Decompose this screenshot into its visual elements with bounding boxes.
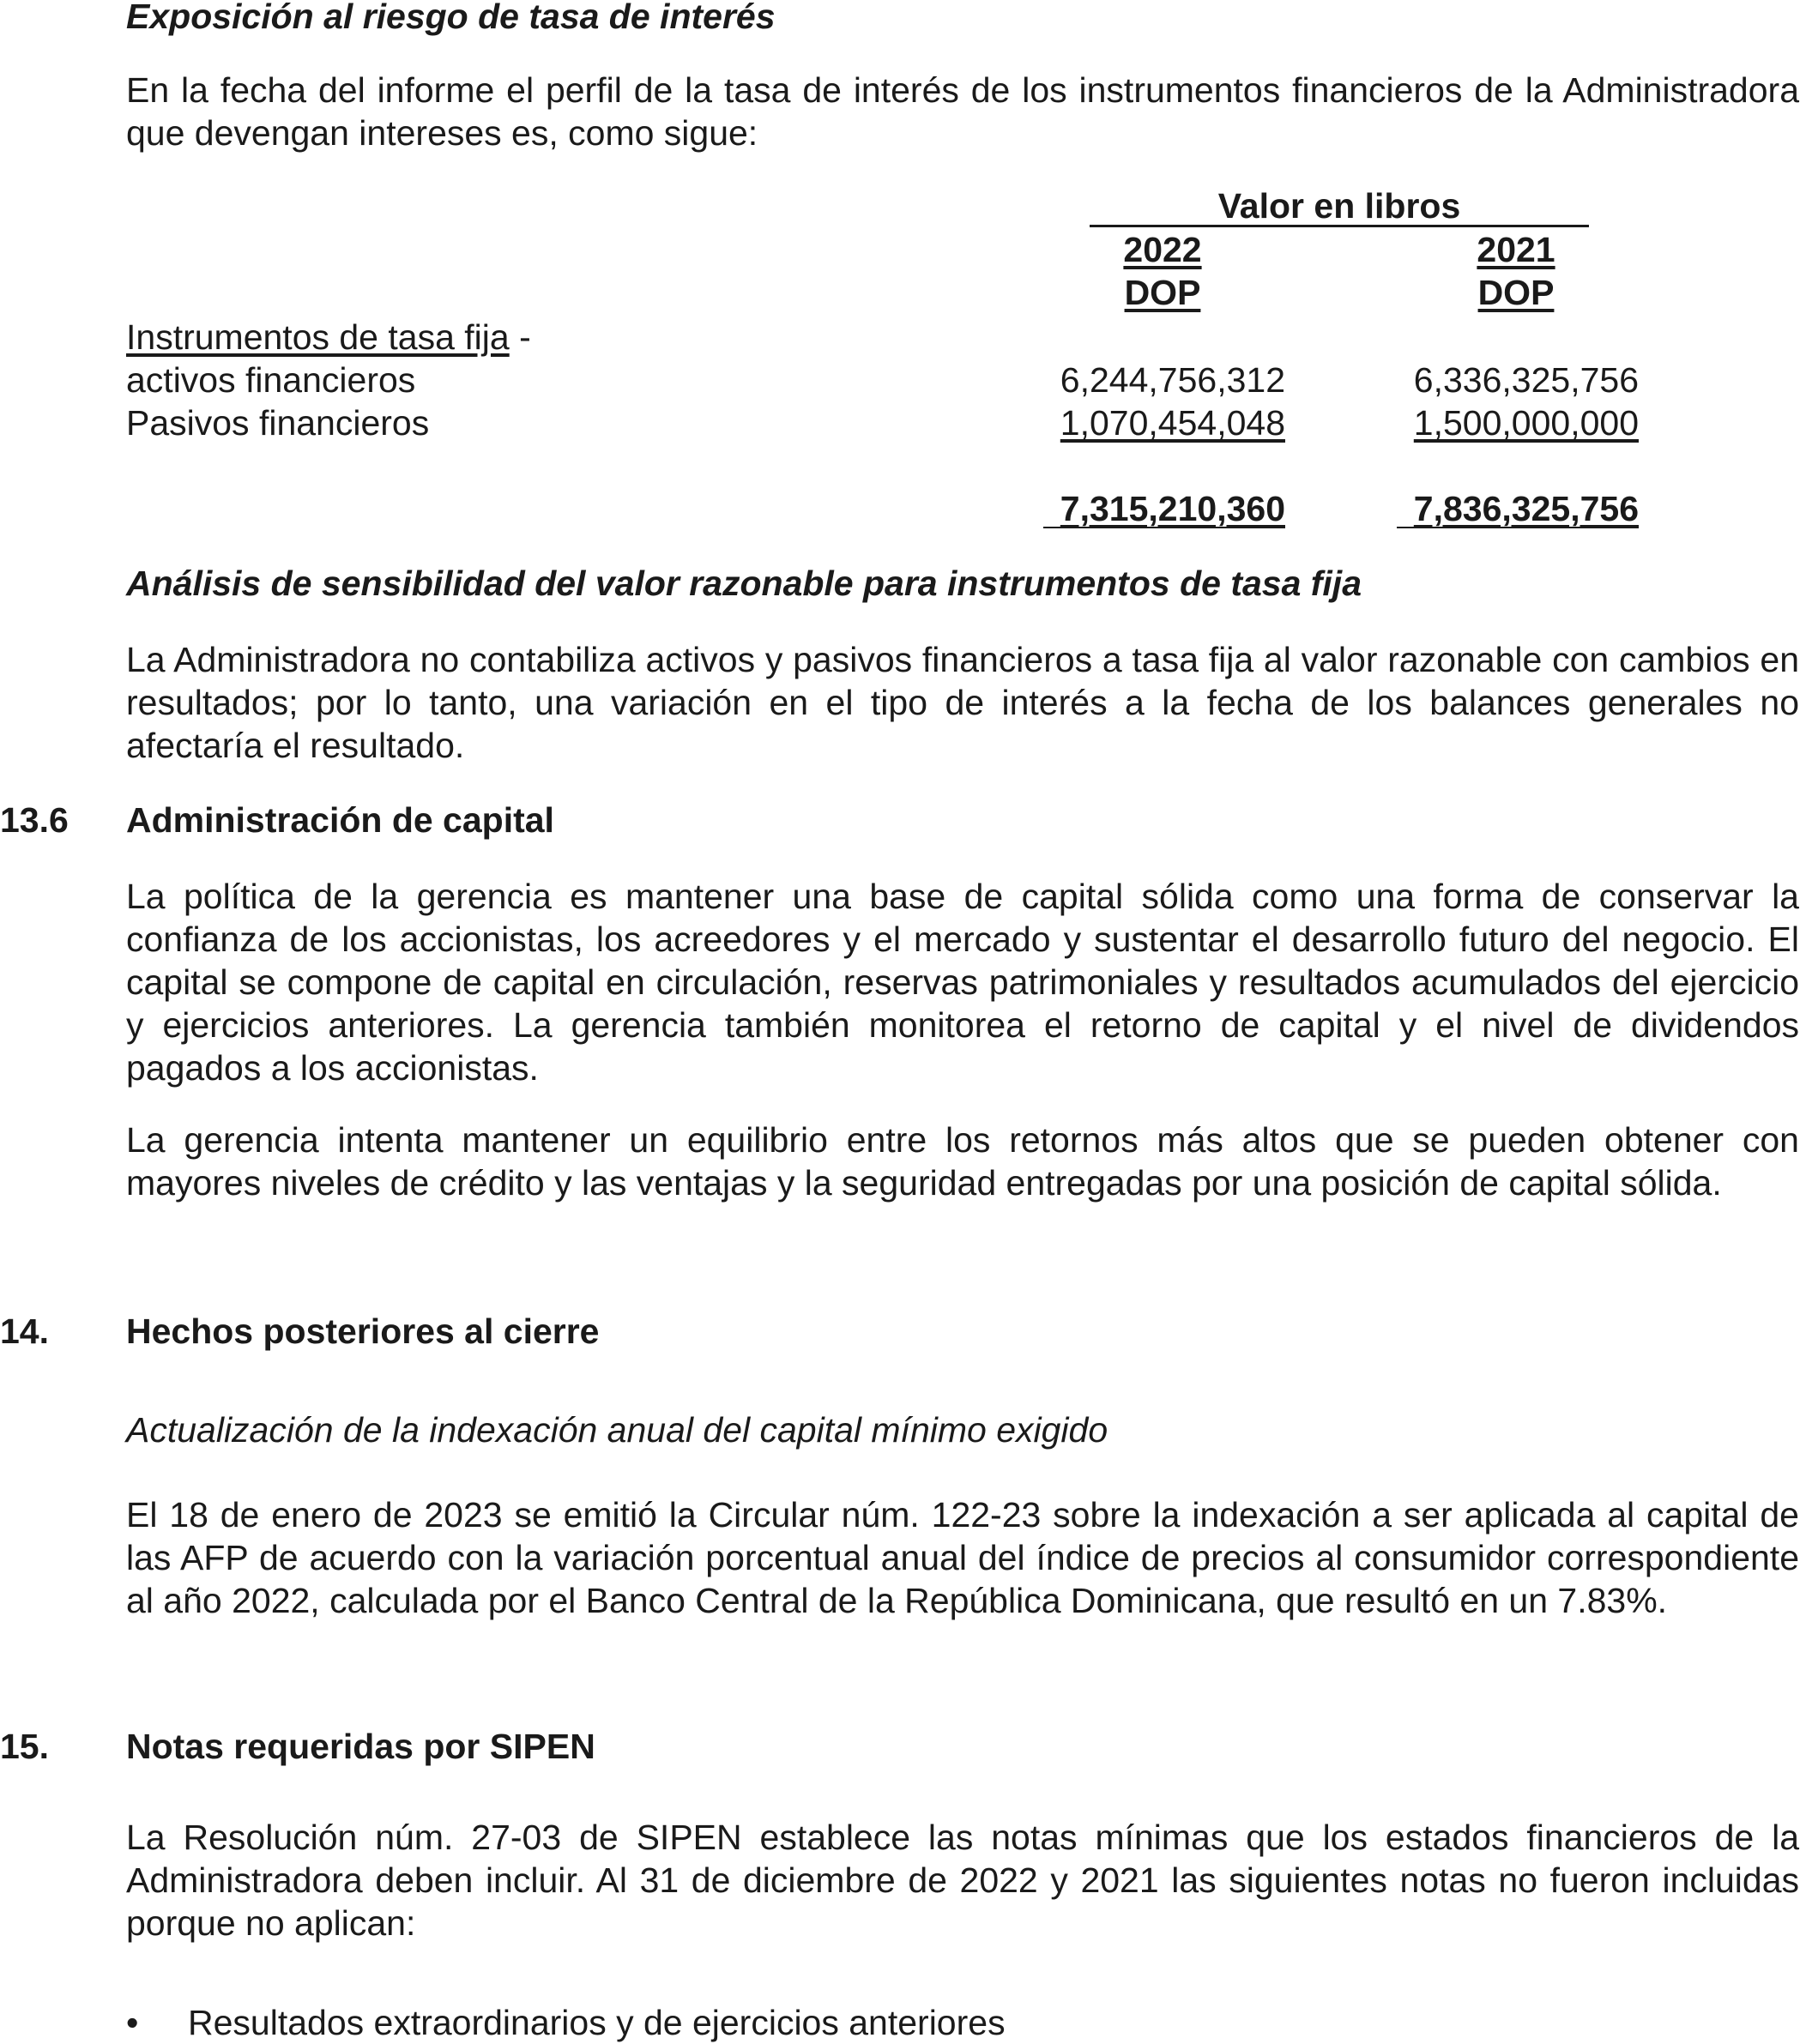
section-heading-sipen-notes: Notas requeridas por SIPEN (126, 1727, 595, 1766)
bullet-icon: • (126, 2003, 139, 2042)
column-year-2022: 2022 (1123, 230, 1202, 269)
table-cell-2022: 1,070,454,048 (1060, 403, 1285, 443)
table-category-label (126, 316, 531, 359)
list-item-text: Resultados extraordinarios y de ejercicios anteriores (188, 2003, 1006, 2042)
subheading-capital-indexation: Actualización de la indexación anual del capital mínimo exigido (126, 1410, 1108, 1450)
table-cell-2021: 1,500,000,000 (1413, 403, 1639, 443)
interest-rate-paragraph: En la fecha del informe el perfil de la tasa de interés de los instrumentos financieros de la Administradora que devengan intereses es, como sigue: (126, 70, 1799, 153)
sensitivity-paragraph: La Administradora no contabiliza activos y pasivos financieros a tasa fija al valor razonable con cambios en resultados; por lo tanto, una variación en el tipo de interés a la fecha de los balances generales no afectaría el resultado. (126, 640, 1799, 765)
double-underline-2022 (1043, 527, 1285, 528)
table-total-2021: 7,836,325,756 (1413, 489, 1639, 528)
table-cell-2021: 6,336,325,756 (1413, 360, 1639, 400)
column-header-2021 (1404, 228, 1628, 271)
section-heading-interest-rate-risk: Exposición al riesgo de tasa de interés (126, 0, 776, 36)
column-currency-label-2022: DOP (1124, 273, 1201, 312)
section-number-15: 15. (0, 1727, 49, 1766)
table-row-label: Pasivos financieros (126, 403, 430, 443)
column-currency-label-2021: DOP (1477, 273, 1555, 312)
section-heading-sensitivity: Análisis de sensibilidad del valor razonable para instrumentos de tasa fija (126, 564, 1362, 603)
capital-management-paragraph-1: La política de la gerencia es mantener una base de capital sólida como una forma de conservar la confianza de los accionistas, los acreedores y el mercado y sustentar el desarrollo futuro del negocio. El capital se compone de capital en circulación, reservas patrimoniales y resultados acumulados del ejercicio y ejercicios anteriores. La gerencia también monitorea el retorno de capital y el nivel de dividendos pagados a los accionistas. (126, 877, 1799, 1088)
fixed-rate-instruments-label: Instrumentos de tasa fija (126, 317, 510, 357)
column-year-2021: 2021 (1477, 230, 1555, 269)
column-header-2022 (1051, 228, 1274, 271)
category-suffix: - (509, 317, 531, 357)
sipen-notes-paragraph: La Resolución núm. 27-03 de SIPEN establece las notas mínimas que los estados financieros de la Administradora deben incluir. Al 31 de diciembre de 2022 y 2021 las siguientes notas no fueron incluidas porque no aplican: (126, 1818, 1799, 1943)
subsequent-events-paragraph: El 18 de enero de 2023 se emitió la Circular núm. 122-23 sobre la indexación a ser aplicada al capital de las AFP de acuerdo con la variación porcentual anual del índice de precios al consumidor correspondiente al año 2022, calculada por el Banco Central de la República Dominicana, que resultó en un 7.83%. (126, 1495, 1799, 1620)
section-number-13-6: 13.6 (0, 800, 69, 840)
column-currency-2022 (1051, 271, 1274, 314)
table-group-header: Valor en libros (1090, 187, 1589, 227)
table-cell-2022: 6,244,756,312 (1060, 360, 1285, 400)
double-underline-2021 (1397, 527, 1639, 528)
table-total-2022: 7,315,210,360 (1060, 489, 1285, 528)
column-currency-2021 (1404, 271, 1628, 314)
section-heading-capital-management: Administración de capital (126, 800, 554, 840)
list-item (126, 2001, 1006, 2044)
capital-management-paragraph-2: La gerencia intenta mantener un equilibrio entre los retornos más altos que se pueden obtener con mayores niveles de crédito y las ventajas y la seguridad entregadas por una posición de capital sólida. (126, 1120, 1799, 1203)
section-heading-subsequent-events: Hechos posteriores al cierre (126, 1311, 600, 1351)
table-row-label: activos financieros (126, 360, 416, 400)
section-number-14: 14. (0, 1311, 49, 1351)
